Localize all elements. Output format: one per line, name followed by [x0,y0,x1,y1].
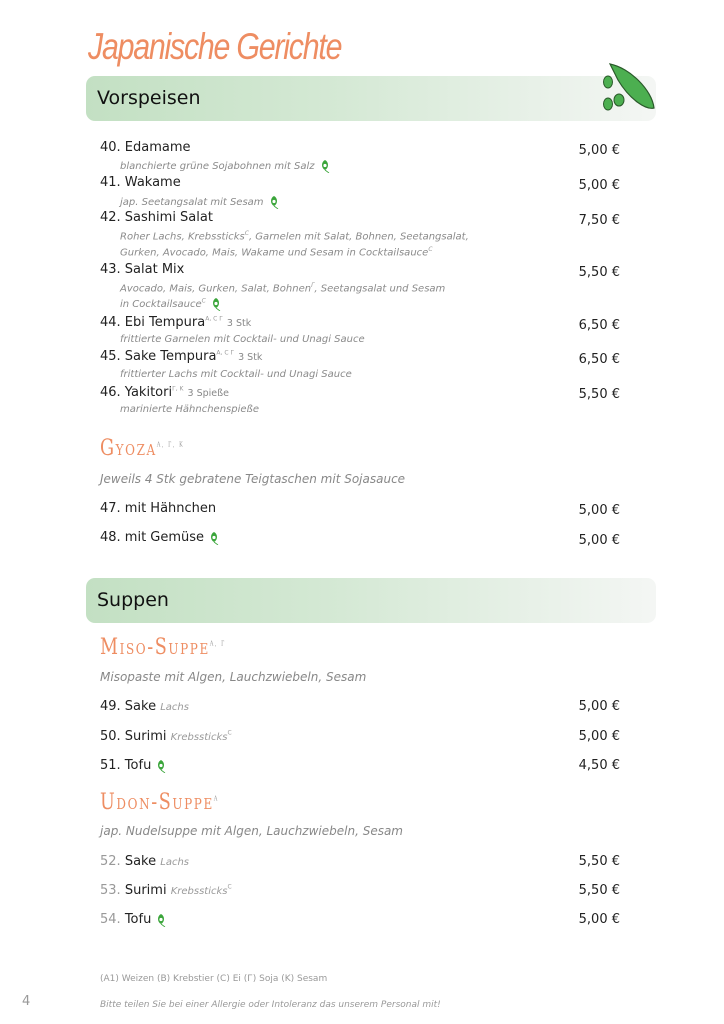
vegetarian-leaf-icon [208,531,220,545]
vegetarian-leaf-icon [155,759,167,773]
menu-item-description: blanchierte grüne Sojabohnen mit Salz [120,159,331,173]
menu-item-name: 51. Tofu [100,758,167,773]
section-description: Jeweils 4 Stk gebratene Teigtaschen mit Sojasauce [100,472,406,486]
menu-item-description: frittierte Garnelen mit Cocktail- und Unagi Sauce [120,334,365,345]
menu-item-price: 7,50 € [578,213,620,228]
menu-item-price: 5,00 € [578,729,620,744]
menu-item-price: 5,00 € [578,912,620,927]
menu-item-name: 46. Yakitori$^{Г, K}$ 3 Spieße [100,385,229,400]
vegetarian-leaf-icon [210,297,222,311]
edamame-pod-icon [600,60,658,116]
menu-item-description: jap. Seetangsalat mit Sesam [120,195,280,209]
menu-item-price: 5,00 € [578,178,620,193]
menu-item-name: 44. Ebi Tempura$^{A, C Г}$ 3 Stk [100,315,252,330]
menu-item-name: 45. Sake Tempura$^{A, C Г}$ 3 Stk [100,349,263,364]
section-description: Misopaste mit Algen, Lauchzwiebeln, Sesam [100,670,367,684]
menu-item-name: 43. Salat Mix [100,262,185,277]
menu-item-name: 53. Surimi Krebssticks$^C$ [100,883,232,898]
allergen-legend: (A1) Weizen (B) Krebstier (C) Ei (Г) Soja (K) Sesam [100,974,328,984]
page-number: 4 [22,994,31,1009]
section-bar-suppen [86,578,656,623]
menu-item-price: 5,00 € [578,503,620,518]
menu-item-price: 6,50 € [578,352,620,367]
allergy-note: Bitte teilen Sie bei einer Allergie oder Intoleranz das unserem Personal mit! [100,1000,441,1010]
menu-item-description: frittierter Lachs mit Cocktail- und Unagi Sauce [120,369,352,380]
vegetarian-leaf-icon [155,913,167,927]
menu-item-price: 6,50 € [578,318,620,333]
menu-item-price: 5,50 € [578,883,620,898]
section-description: jap. Nudelsuppe mit Algen, Lauchzwiebeln, Sesam [100,824,403,838]
menu-item-name: 48. mit Gemüse [100,530,220,545]
section-bar-vorspeisen [86,76,656,121]
menu-item-name: 42. Sashimi Salat [100,210,213,225]
menu-item-name: 54. Tofu [100,912,167,927]
menu-item-description: Avocado, Mais, Gurken, Salat, Bohnen$^Г$, Seetangsalat und Sesam [120,282,446,295]
section-heading: Vorspeisen [97,87,201,109]
menu-item-name: 50. Surimi Krebssticks$^C$ [100,729,232,744]
page-title: Japanische Gerichte [88,26,342,67]
menu-item-price: 5,00 € [578,699,620,714]
menu-item-price: 5,00 € [578,533,620,548]
menu-item-price: 5,50 € [578,387,620,402]
menu-item-description: in Cocktailsauce$^C$ [120,297,222,311]
menu-item-name: 40. Edamame [100,140,191,155]
menu-item-description: Gurken, Avocado, Mais, Wakame und Sesam in Cocktailsauce$^C$ [120,246,433,259]
section-title-miso: Miso-Suppe$^{A, Г}$ [100,635,226,660]
vegetarian-leaf-icon [268,195,280,209]
vegetarian-leaf-icon [319,159,331,173]
menu-item-price: 5,50 € [578,265,620,280]
menu-item-description: marinierte Hähnchenspieße [120,404,259,415]
menu-item-name: 52. Sake Lachs [100,854,189,869]
menu-item-price: 5,00 € [578,143,620,158]
menu-item-name: 47. mit Hähnchen [100,501,217,516]
section-title-gyoza: Gyoza$^{A, Г, K}$ [100,436,185,461]
menu-item-name: 49. Sake Lachs [100,699,189,714]
menu-item-price: 4,50 € [578,758,620,773]
menu-item-price: 5,50 € [578,854,620,869]
menu-item-name: 41. Wakame [100,175,181,190]
section-title-udon: Udon-Suppe$^A$ [100,790,219,815]
section-heading: Suppen [97,589,169,611]
menu-item-description: Roher Lachs, Krebssticks$^C$, Garnelen mit Salat, Bohnen, Seetangsalat, [120,230,469,243]
